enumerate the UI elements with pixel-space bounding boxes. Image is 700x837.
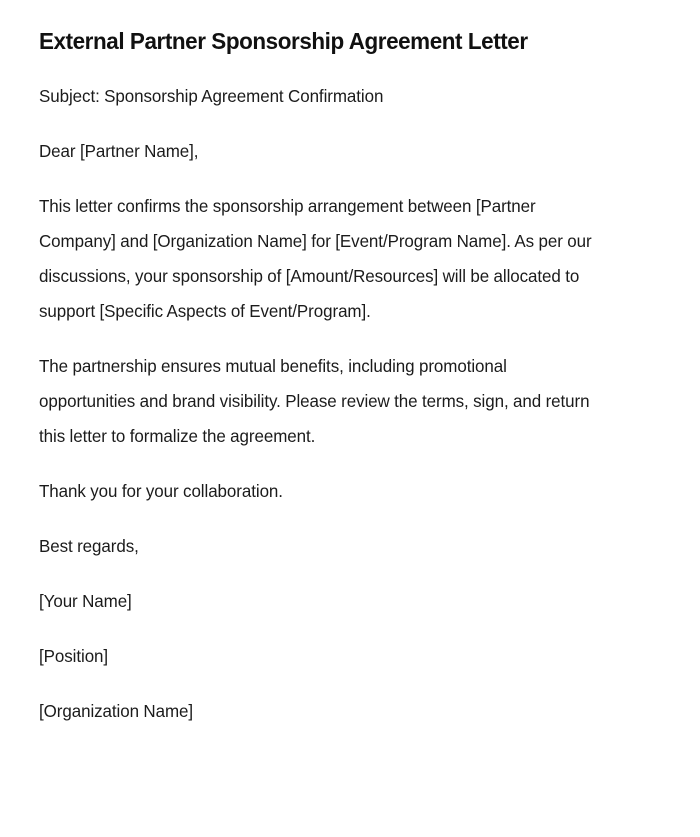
signature-name: [Your Name] [39,591,132,611]
signature-organization: [Organization Name] [39,701,194,721]
salutation: Dear [Partner Name], [39,141,199,161]
signature-position: [Position] [39,646,109,666]
body-paragraph-2: The partnership ensures mutual benefits, including promotional opportunities and brand visibility. Please review the terms, sign, and return this letter to formalize the agreement. [39,356,590,446]
closing-line: Best regards, [39,536,139,556]
body-paragraph-1: This letter confirms the sponsorship arrangement between [Partner Company] and [Organization Name] for [Event/Program Name]. As per our discussions, your sponsorship of [Amount/Resources] will be allocated to support [Specific Aspects of Event/Program]. [39,196,592,321]
thanks-line: Thank you for your collaboration. [39,481,283,501]
page-title: External Partner Sponsorship Agreement Letter [39,28,528,54]
subject-line: Subject: Sponsorship Agreement Confirmation [39,86,384,106]
